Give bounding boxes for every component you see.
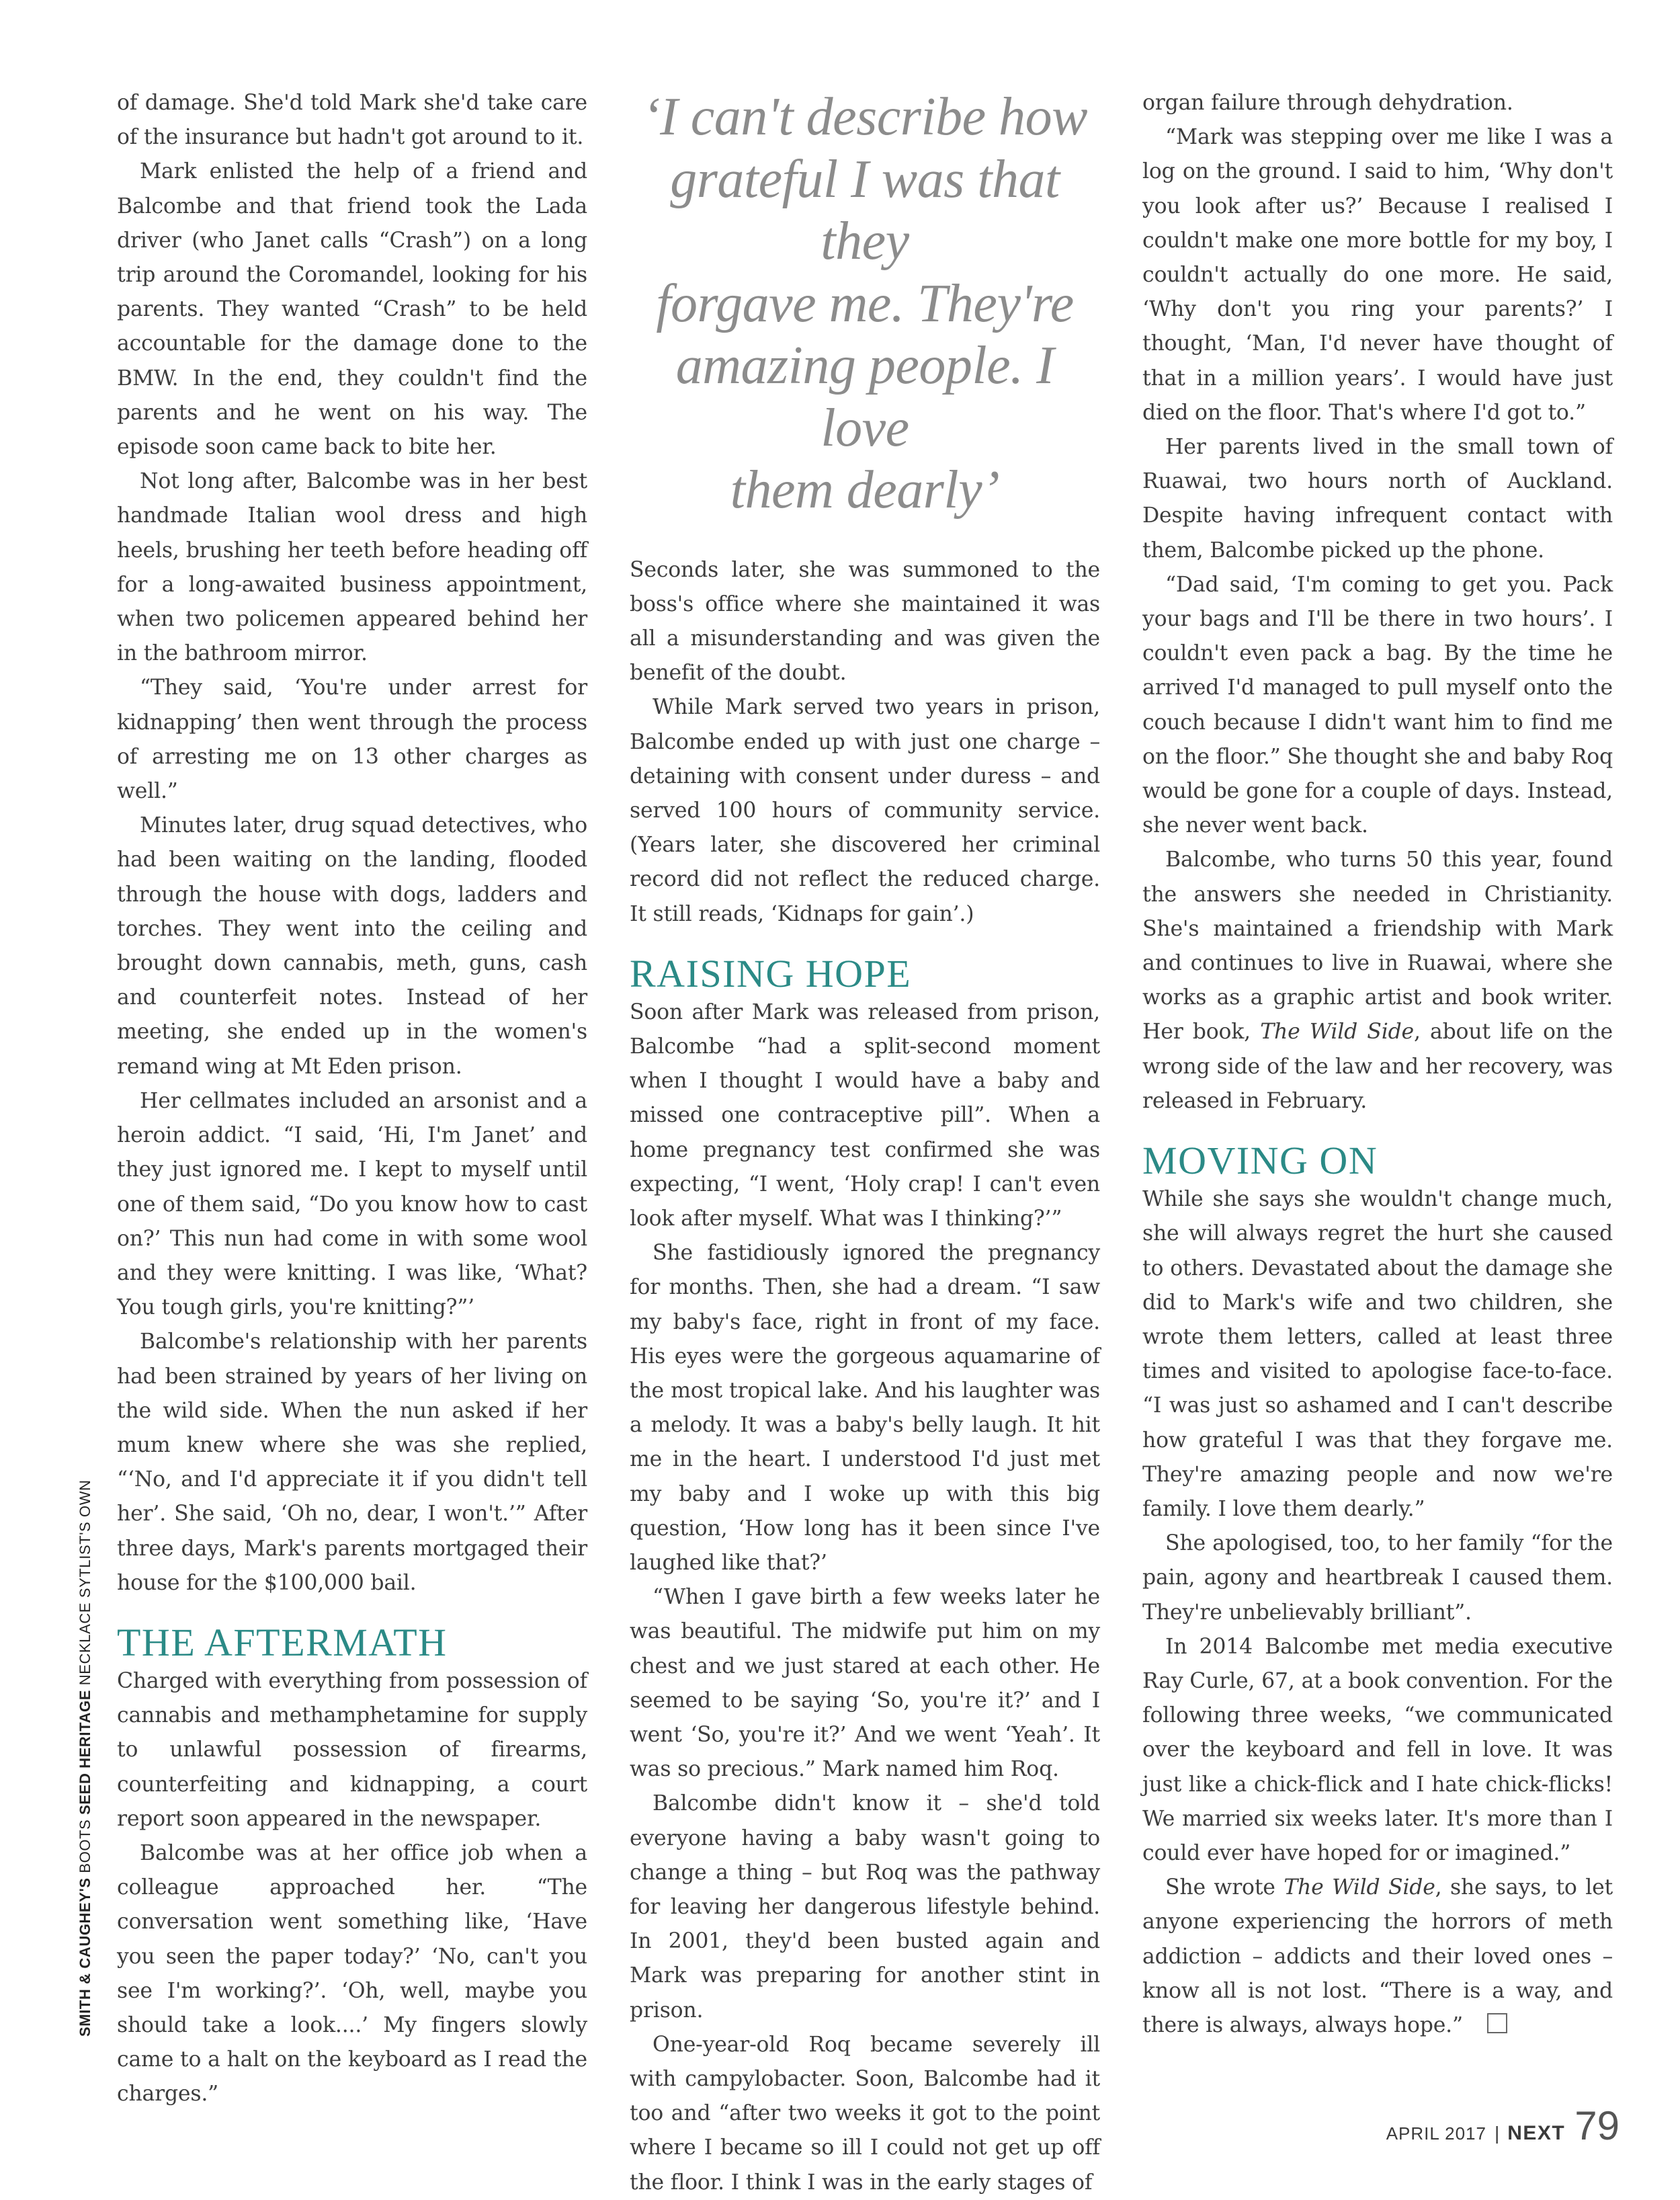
body-paragraph: While she says she wouldn't change much, she will always regret the hurt she caused to others. Devastated about the damage she did to Mark's wife and two children, she wrote them letters, called at least three times and visited to apologise face-to-face. “I was just so ashamed and I can't describe how grateful I was that they forgave me. They're amazing people and now we're family. I love them dearly.” <box>1142 1187 1613 1521</box>
footer-separator: | <box>1494 2123 1500 2144</box>
column-1 <box>117 86 587 2112</box>
section-heading-raising-hope: RAISING HOPE <box>630 951 912 995</box>
photo-credit <box>77 1479 94 2037</box>
body-paragraph: “When I gave birth a few weeks later he was beautiful. The midwife put him on my chest and we just stared at each other. He seemed to be saying ‘So, you're it?’ and I went ‘So, you're it?’ And we went ‘Yeah’. It was so precious.” Mark named him Roq. <box>630 1585 1100 1782</box>
body-paragraph <box>1142 1871 1613 2043</box>
text-run: Balcombe, who turns 50 this year, found the answers she needed in Christianity. She's maintained a friendship with Mark and continues to live in Ruawai, where she works as a graphic artist and book writer. Her book, <box>1142 848 1613 1045</box>
body-paragraph: Minutes later, drug squad detectives, who had been waiting on the landing, flooded through the house with dogs, ladders and torches. They went into the ceiling and brought down cannabis, meth, guns, cash and counterfeit notes. Instead of her meeting, she ended up in the women's remand wing at Mt Eden prison. <box>117 813 587 1079</box>
pull-quote-line: them dearly’ <box>730 460 1000 520</box>
magazine-name: NEXT <box>1507 2122 1566 2144</box>
body-paragraph: Seconds later, she was summoned to the boss's office where she maintained it was all a misunderstanding and was given the benefit of the doubt. <box>630 557 1100 686</box>
issue-date: APRIL 2017 <box>1386 2123 1486 2144</box>
body-paragraph: “They said, ‘You're under arrest for kidnapping’ then went through the process of arresting me on 13 other charges as well.” <box>117 676 587 804</box>
body-paragraph: organ failure through dehydration. <box>1142 91 1513 115</box>
body-paragraph: One-year-old Roq became severely ill with campylobacter. Soon, Balcombe had it too and “after two weeks it got to the point where I became so ill I could not get up off the floor. I think I was in the early stages of <box>630 2032 1100 2195</box>
body-paragraph: “Dad said, ‘I'm coming to get you. Pack your bags and I'll be there in two hours’. I couldn't even pack a bag. By the time he arrived I'd managed to pull myself onto the couch because I didn't want him to find me on the floor.” She thought she and baby Roq would be gone for a couple of days. Instead, she never went back. <box>1142 572 1613 838</box>
body-paragraph: Charged with everything from possession of cannabis and methamphetamine for supply to unlawful possession of firearms, counterfeiting and kidnapping, a court report soon appeared in the newspaper. <box>117 1668 587 1831</box>
pull-quote-line: grateful I was that they <box>670 149 1060 271</box>
body-paragraph: Not long after, Balcombe was in her best handmade Italian wool dress and high heels, brushing her teeth before heading off for a long-awaited business appointment, when two policemen appeared behind her in the bathroom mirror. <box>117 469 587 666</box>
body-paragraph: Her parents lived in the small town of Ruawai, two hours north of Auckland. Despite having infrequent contact with them, Balcombe picked up the phone. <box>1142 435 1613 563</box>
pull-quote-line: forgave me. They're <box>656 274 1074 333</box>
page-number: 79 <box>1574 2103 1620 2148</box>
end-of-article-icon <box>1487 2013 1507 2033</box>
section-heading-moving-on: MOVING ON <box>1142 1139 1378 1183</box>
body-paragraph: of damage. She'd told Mark she'd take care of the insurance but hadn't got around to it. <box>117 91 587 150</box>
body-paragraph: In 2014 Balcombe met media executive Ray Curle, 67, at a book convention. For the following three weeks, “we communicated over the keyboard and fell in love. It was just like a chick-flick and I hate chick-flicks! We married six weeks later. It's more than I could ever have hoped for or imagined.” <box>1142 1634 1613 1865</box>
credit-brand-2: SEED HERITAGE <box>77 1690 93 1815</box>
book-title: The Wild Side <box>1284 1875 1435 1900</box>
body-paragraph <box>1142 843 1613 1118</box>
body-paragraph: “Mark was stepping over me like I was a log on the ground. I said to him, ‘Why don't you look after us?’ Because I realised I couldn't make one more bottle for my boy, I couldn't actually do one more. He said, ‘Why don't you ring your parents?’ I thought, ‘Man, I'd never have thought of that in a million years’. I would have just died on the floor. That's where I'd got to.” <box>1142 125 1613 425</box>
book-title: The Wild Side <box>1260 1020 1414 1045</box>
body-paragraph: Mark enlisted the help of a friend and Balcombe and that friend took the Lada driver (who Janet calls “Crash”) on a long trip around the Coromandel, looking for his parents. They wanted “Crash” to be held accountable for the damage done to the BMW. In the end, they couldn't find the parents and he went on his way. The episode soon came back to bite her. <box>117 159 587 460</box>
pull-quote <box>630 86 1100 522</box>
text-run: , about life on the wrong side of the law and her recovery, was released in February. <box>1142 1020 1613 1113</box>
column-3 <box>1142 86 1613 2043</box>
body-paragraph: Soon after Mark was released from prison, Balcombe “had a split-second moment when I thought I would have a baby and missed one contraceptive pill”. When a home pregnancy test confirmed she was expecting, “I went, ‘Holy crap! I can't even look after myself. What was I thinking?’” <box>630 1000 1100 1231</box>
credit-text-1: BOOTS <box>77 1819 93 1873</box>
text-run: She wrote <box>1165 1875 1284 1900</box>
pull-quote-line: ‘I can't describe how <box>642 87 1087 147</box>
section-heading-aftermath: THE AFTERMATH <box>117 1620 448 1664</box>
page-footer <box>1386 2103 1620 2149</box>
credit-brand-1: SMITH & CAUGHEY'S <box>77 1877 93 2037</box>
text-run: , she says, to let anyone experiencing the horrors of meth addiction – addicts and their loved ones – know all is not lost. “There is a way, and there is always, always hope.” <box>1142 1875 1613 2037</box>
body-paragraph: Balcombe didn't know it – she'd told everyone having a baby wasn't going to change a thing – but Roq was the pathway for leaving her dangerous lifestyle behind. In 2001, they'd been busted again and Mark was preparing for another stint in prison. <box>630 1791 1100 2023</box>
body-paragraph: Her cellmates included an arsonist and a heroin addict. “I said, ‘Hi, I'm Janet’ and they just ignored me. I kept to myself until one of them said, “Do you know how to cast on?’ This nun had come in with some wool and they were knitting. I was like, ‘What? You tough girls, you're knitting?”’ <box>117 1088 587 1320</box>
body-paragraph: She fastidiously ignored the pregnancy for months. Then, she had a dream. “I saw my baby's face, right in front of my face. His eyes were the gorgeous aquamarine of the most tropical lake. And his laughter was a melody. It was a baby's belly laugh. It hit me in the heart. I understood I'd just met my baby and I woke up with this big question, ‘How long has it been since I've laughed like that?’ <box>630 1241 1100 1575</box>
body-paragraph: Balcombe was at her office job when a colleague approached her. “The conversation went something like, ‘Have you seen the paper today?’ ‘No, can't you see I'm working?’. ‘Oh, well, maybe you should take a look....’ My fingers slowly came to a halt on the keyboard as I read the charges.” <box>117 1840 587 2107</box>
pull-quote-line: amazing people. I love <box>675 336 1054 458</box>
body-paragraph: Balcombe's relationship with her parents had been strained by years of her living on the wild side. When the nun asked if her mum knew where she was she replied, “‘No, and I'd appreciate it if you didn't tell her’. She said, ‘Oh no, dear, I won't.’” After three days, Mark's parents mortgaged their house for the $100,000 bail. <box>117 1330 587 1595</box>
body-paragraph: While Mark served two years in prison, Balcombe ended up with just one charge – detaining with consent under duress – and served 100 hours of community service. (Years later, she discovered her criminal record did not reflect the reduced charge. It still reads, ‘Kidnaps for gain’.) <box>630 695 1100 926</box>
credit-text-2: NECKLACE SYTLIST'S OWN <box>77 1479 93 1686</box>
column-2 <box>630 86 1100 2200</box>
body-paragraph: She apologised, too, to her family “for the pain, agony and heartbreak I caused them. They're unbelievably brilliant”. <box>1142 1531 1613 1625</box>
